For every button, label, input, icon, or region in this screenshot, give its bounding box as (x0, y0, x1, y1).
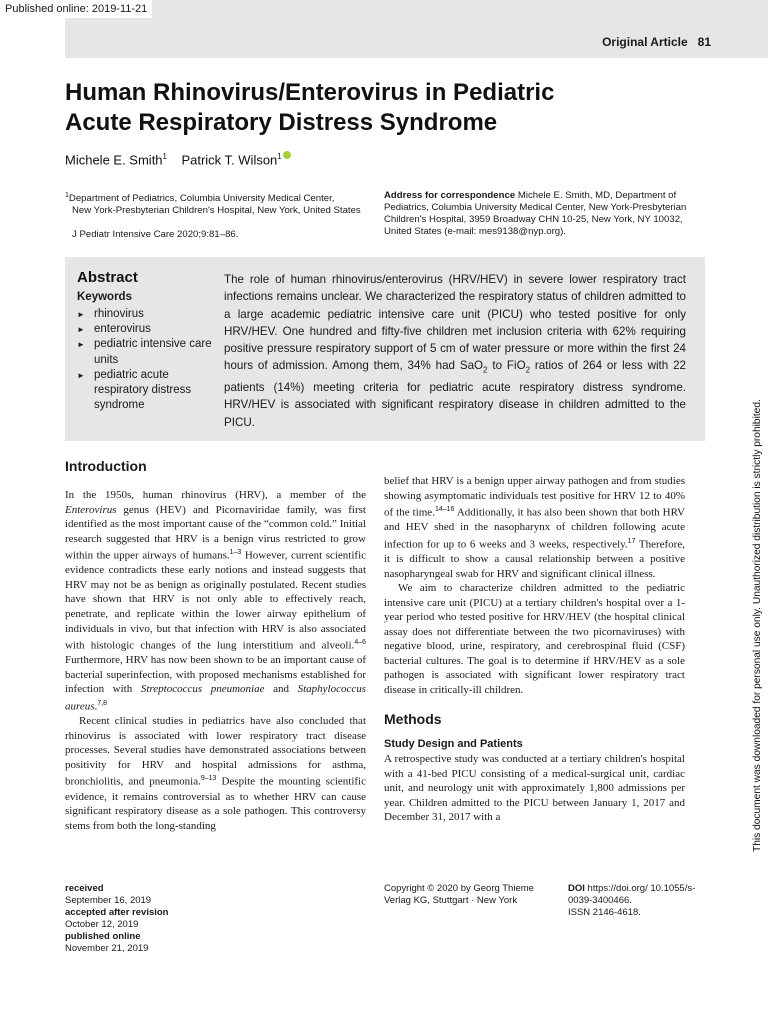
correspondence-text: Michele E. Smith, MD, Department of Pediatrics, Columbia University Medical Center, New York-Presbyterian Children's Hospital, 3959 Broadway CHN 10-25, New York, NY 10032, United States (e-mail: mes9138@nyp.org). (384, 190, 687, 237)
abstract-text (224, 271, 686, 431)
methods-paragraph-1: A retrospective study was conducted at a tertiary children's hospital with a 41-bed PICU consisting of a medical-surgical unit, cardiac unit, and neurology unit with approximately 1,800 admissions per year. Children admitted to the PICU between January 1, 2017 and December 31, 2017 with a (384, 753, 685, 824)
citation-ref[interactable]: 1–3 (229, 549, 242, 557)
keyword-item: ► enterovirus (77, 322, 217, 337)
abstract-text-part: ratios of 264 or less with 22 patients (14%) meeting criteria for pediatric acute respiratory distress syndrome. HRV/HEV is associated with significant respiratory disease in children admitted to the PICU. (224, 359, 686, 429)
author-affil-sup: 1 (162, 152, 167, 161)
doi-label: DOI (568, 883, 585, 894)
copyright-notice: Copyright © 2020 by Georg Thieme Verlag KG, Stuttgart · New York (384, 883, 534, 906)
doi-block (568, 883, 708, 919)
affiliation-sup: 1 (65, 192, 69, 199)
running-head (592, 35, 711, 49)
abstract-text-part: The role of human rhinovirus/enterovirus (HRV/HEV) in severe lower respiratory tract infections remains unclear. We characterized the respiratory status of children admitted to a large academic pediatric intensive care unit (PICU) who tested positive for only HRV/HEV. One hundred and fifty-five children met inclusion criteria with 62% requiring positive pressure respiratory support of 5 cm of water pressure or more within the first 24 hours of admission. Among them, 34% had SaO (224, 273, 686, 373)
published-date: November 21, 2019 (65, 943, 149, 954)
affiliation-line-1: Department of Pediatrics, Columbia University Medical Center, (68, 193, 335, 205)
author-affil-sup: 1 (277, 152, 282, 161)
text-run: . (94, 700, 98, 713)
text-run: Recent clinical studies in pediatrics have also concluded that rhinovirus is associated with lower respiratory tract disease processes. Several studies have demonstrated associations between positivity for HRV and hospital admissions for asthma, bronchiolitis, and pneumonia. (65, 715, 366, 789)
accepted-label: accepted after revision (65, 907, 169, 918)
affiliation-line-2: New York-Presbyterian Children's Hospital, New York, United States (72, 205, 361, 217)
text-run: and (264, 683, 298, 696)
received-date: September 16, 2019 (65, 895, 152, 906)
italic-term: Streptococcus pneumoniae (140, 683, 265, 696)
title-line-2: Acute Respiratory Distress Syndrome (65, 109, 498, 136)
correspondence-address (384, 190, 694, 238)
keyword-item: ► rhinovirus (77, 307, 217, 322)
published-online-stamp: Published online: 2019-11-21 (0, 0, 152, 18)
issn: ISSN 2146-4618. (568, 907, 641, 918)
download-notice: This document was downloaded for personal use only. Unauthorized distribution is strictly prohibited. (752, 399, 763, 852)
right-column-body (384, 474, 685, 698)
text-run: Despite the mounting scientific evidence, it remains controversial as to whether HRV can cause significant respiratory disease as a sole pathogen. This controversy stems from both the long-standing (65, 776, 366, 832)
keywords-list (77, 307, 217, 413)
text-run: However, current scientific evidence contradicts these early notions and instead suggests that HRV may not be as benign as originally postulated. Recent studies have shown that HRV is not only able to effectively reach, penetrate, and replicate within the lower airway epithelium of individuals in vivo, but that infection with HRV is also associated with histologic changes of the lung interstitium and alveoli. (65, 549, 367, 652)
citation-ref[interactable]: 9–13 (200, 775, 217, 783)
citation-ref[interactable]: 4–6 (354, 639, 366, 647)
author-name: Michele E. Smith (65, 152, 163, 168)
journal-reference: J Pediatr Intensive Care 2020;9:81–86. (72, 229, 239, 240)
author-list (65, 151, 291, 167)
keyword-item: ► pediatric acute respiratory distress syndrome (77, 368, 217, 414)
intro-paragraph-3 (384, 474, 685, 581)
introduction-heading: Introduction (65, 458, 147, 474)
abstract-box (65, 257, 705, 441)
received-label: received (65, 883, 104, 894)
author-name: Patrick T. Wilson (181, 152, 278, 168)
intro-paragraph-2 (65, 714, 366, 833)
text-run: belief that HRV is a benign upper airway pathogen and from studies showing asymptomatic individuals test positive for HRV 12 to 40% of the time. (384, 475, 685, 519)
doi-link[interactable]: https://doi.org/ 10.1055/s-0039-3400466. (568, 883, 696, 906)
orcid-icon[interactable] (283, 151, 291, 159)
keyword-item: ► pediatric intensive care units (77, 337, 217, 367)
left-column-body (65, 488, 366, 833)
page-number: 81 (697, 35, 711, 49)
correspondence-label: Address for correspondence (384, 190, 516, 201)
citation-ref[interactable]: 17 (627, 537, 636, 545)
text-run: Furthermore, HRV has now been shown to be an important cause of bacterial superinfection, with proposed mechanisms established for infection with (65, 654, 366, 696)
italic-term: Enterovirus (65, 503, 117, 516)
text-run: Therefore, it is difficult to show a causal relationship between a positive nasopharyngeal swab for HRV and significant clinical illness. (384, 538, 685, 580)
text-run: In the 1950s, human rhinovirus (HRV), a member of the (65, 489, 366, 501)
subscript: 2 (525, 365, 531, 375)
citation-ref[interactable]: 14–16 (434, 506, 455, 514)
text-run: Additionally, it has also been shown that both HRV and HEV shed in the nasopharynx of children following acute infection for up to 6 weeks and 3 weeks, respectively. (384, 506, 686, 551)
published-label: published online (65, 931, 141, 942)
accepted-date: October 12, 2019 (65, 919, 139, 930)
article-title (65, 78, 665, 138)
italic-term: Staphylococcus aureus (65, 683, 367, 713)
header-band (65, 0, 768, 58)
keywords-heading: Keywords (77, 291, 132, 303)
article-dates (65, 883, 169, 955)
text-run: genus (HEV) and Picornaviridae family, was first identified as the most important cause of the “common cold.” Initial research suggested that HRV is a benign virus restricted to grow within the upper airways of humans. (65, 503, 366, 562)
abstract-text-part: to FiO (487, 359, 526, 373)
title-line-1: Human Rhinovirus/Enterovirus in Pediatric (65, 79, 555, 106)
abstract-heading: Abstract (77, 269, 138, 286)
article-type: Original Article (602, 35, 688, 49)
study-design-subheading: Study Design and Patients (384, 738, 523, 750)
methods-heading: Methods (384, 711, 442, 727)
affiliation (65, 190, 375, 217)
intro-paragraph-4: We aim to characterize children admitted to the pediatric intensive care unit (PICU) at a tertiary children's hospital over a 1-year period who tested positive for HRV/HEV (the hospital clinical assay does not differentiate between the two picornaviruses) with negative blood, urine, respiratory, and cerebrospinal fluid (CSF) bacterial cultures. The goal is to determine if HRV/HEV as a sole pathogen is associated with significant lower respiratory tract disease in critically-ill children. (384, 582, 685, 696)
intro-paragraph-1 (65, 488, 366, 714)
subscript: 2 (483, 365, 488, 375)
citation-ref[interactable]: 7,8 (97, 699, 108, 707)
